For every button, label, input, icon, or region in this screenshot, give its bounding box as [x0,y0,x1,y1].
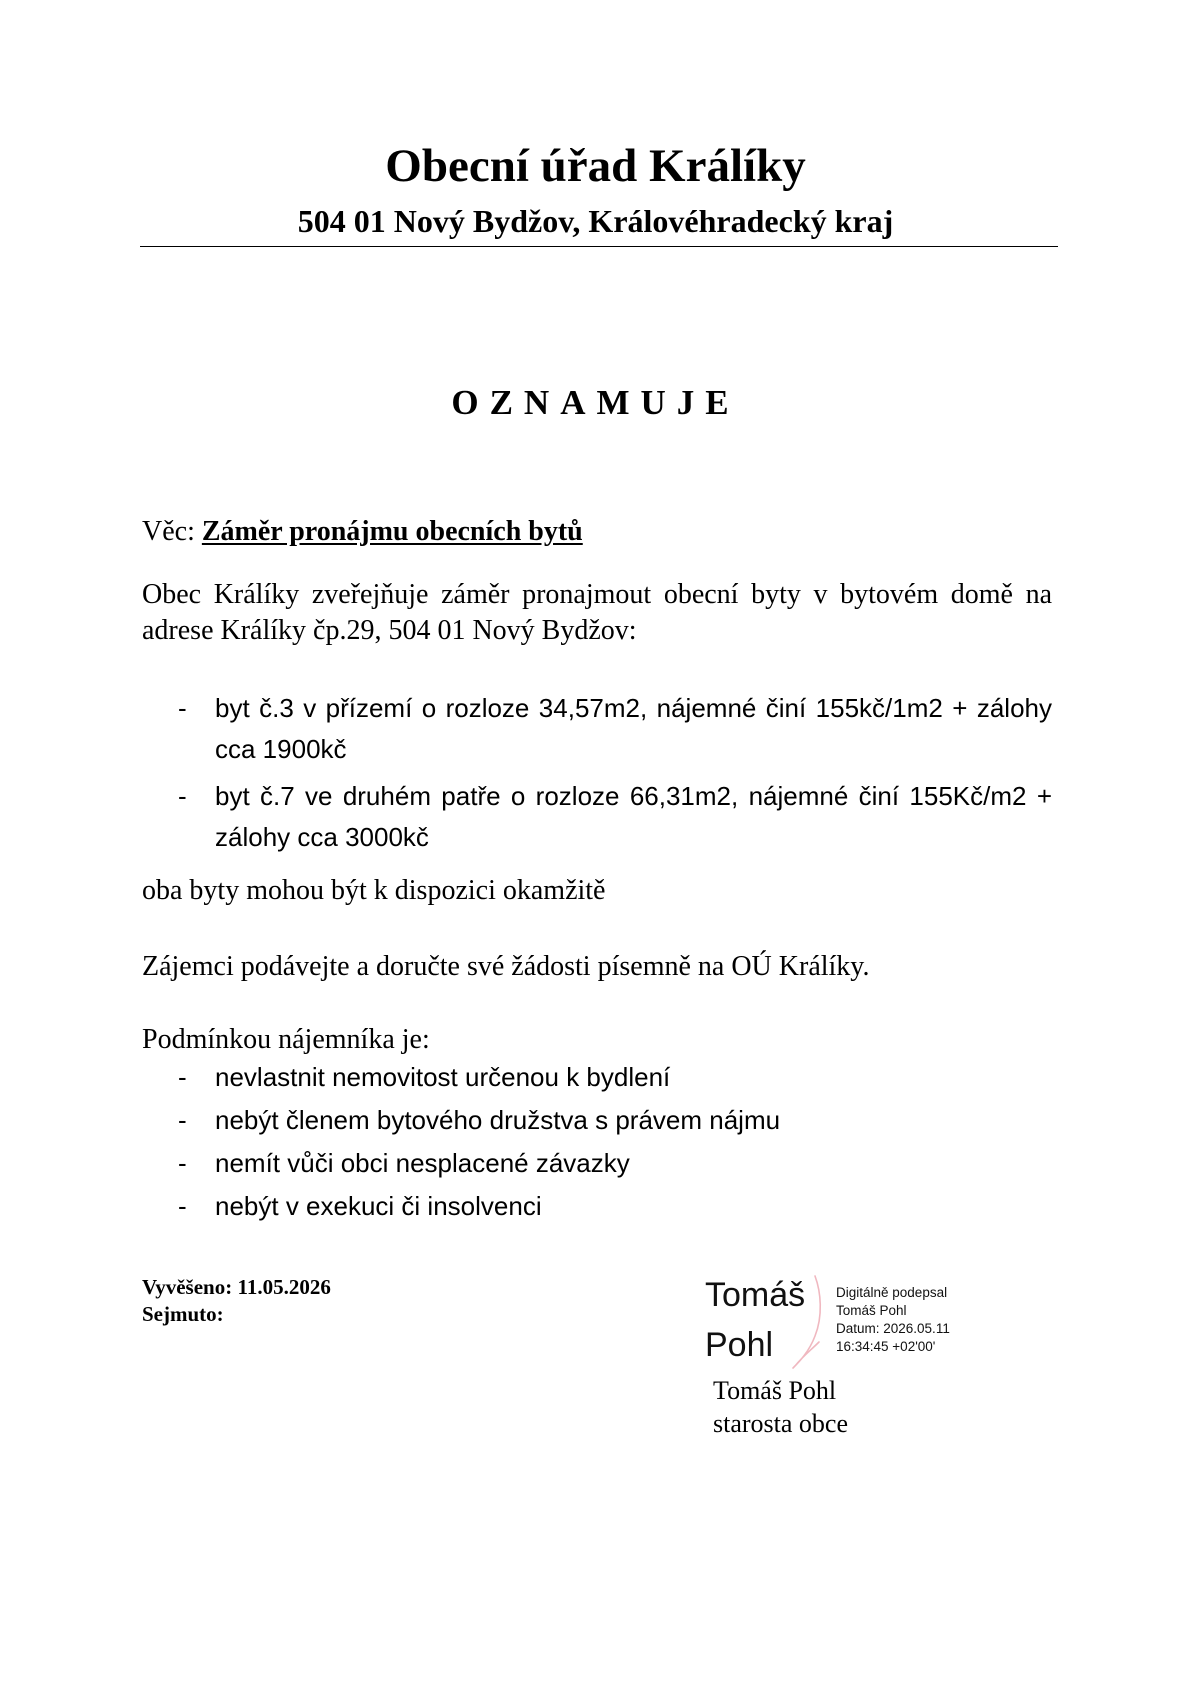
condition-item-text: nemít vůči obci nesplacené závazky [215,1148,630,1178]
flat-item-text: byt č.3 v přízemí o rozloze 34,57m2, nájemné činí 155kč/1m2 + zálohy cca 1900kč [215,693,1052,764]
signature-info-name: Tomáš Pohl [836,1303,907,1318]
signature-info-signed: Digitálně podepsal [836,1285,948,1300]
subject-label: Věc: [142,516,195,547]
header-divider [140,246,1058,247]
condition-item [142,1057,1052,1098]
subject-value: Záměr pronájmu obecních bytů [201,516,583,547]
intro-paragraph: Obec Králíky zveřejňuje záměr pronajmout obecní byty v bytovém domě na adrese Králíky čp.29, 504 01 Nový Bydžov: [142,579,1052,646]
conditions-list [142,1057,1052,1229]
condition-item [142,1100,1052,1141]
signature-mark-icon [785,1272,835,1372]
bullet-dash: - [178,1191,187,1221]
availability-text: oba byty mohou být k dispozici okamžitě [142,875,606,906]
signature-name-first: Tomáš [705,1276,806,1314]
office-title: Obecní úřad Králíky [385,140,806,192]
removed-date: Sejmuto: [142,1302,224,1326]
signature-details [836,1284,950,1356]
signer-block [713,1374,848,1440]
condition-item-text: nevlastnit nemovitost určenou k bydlení [215,1062,671,1092]
flat-item [142,688,1052,770]
bullet-dash: - [178,1148,187,1178]
condition-item [142,1186,1052,1227]
flat-item-text: byt č.7 ve druhém patře o rozloze 66,31m2, nájemné činí 155Kč/m2 + zálohy cca 3000kč [215,781,1052,852]
posted-date: Vyvěšeno: 11.05.2026 [142,1275,331,1299]
flat-item [142,776,1052,858]
bullet-dash: - [178,1062,187,1092]
condition-item-text: nebýt členem bytového družstva s právem nájmu [215,1105,781,1135]
signature-info-date: Datum: 2026.05.11 [836,1321,950,1336]
subject-line [142,514,583,550]
applicants-text: Zájemci podávejte a doručte své žádosti písemně na OÚ Králíky. [142,951,870,982]
posting-info [142,1274,331,1328]
signer-name: Tomáš Pohl [713,1376,837,1405]
signer-role: starosta obce [713,1409,849,1438]
signature-name-last: Pohl [705,1326,774,1364]
office-address: 504 01 Nový Bydžov, Královéhradecký kraj [297,203,894,239]
bullet-dash: - [178,781,187,811]
condition-item [142,1143,1052,1184]
bullet-dash: - [178,693,187,723]
flats-list [142,688,1052,864]
conditions-heading: Podmínkou nájemníka je: [142,1024,430,1055]
condition-item-text: nebýt v exekuci či insolvenci [215,1191,542,1221]
signature-info-time: 16:34:45 +02'00' [836,1339,936,1354]
bullet-dash: - [178,1105,187,1135]
announcement-heading: OZNAMUJE [451,383,740,422]
